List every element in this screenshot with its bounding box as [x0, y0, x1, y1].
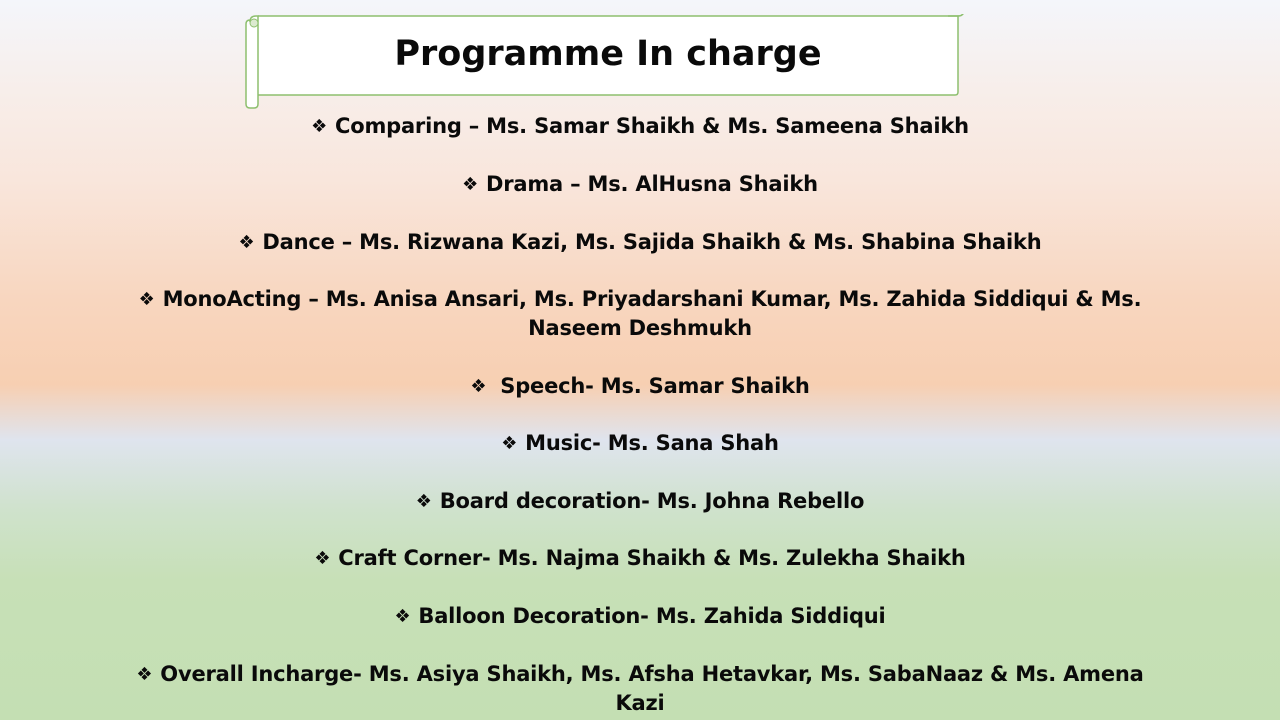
list-item: [40, 112, 1240, 141]
list-item: [40, 285, 1240, 343]
list-item-text: Craft Corner- Ms. Najma Shaikh & Ms. Zulekha Shaikh: [338, 546, 966, 570]
list-item: [40, 602, 1240, 631]
list-item-text: Board decoration- Ms. Johna Rebello: [439, 489, 865, 513]
list-item-text: Drama – Ms. AlHusna Shaikh: [486, 172, 818, 196]
list-item-line-1: [40, 660, 1240, 689]
four-diamond-bullet-icon: ❖: [238, 232, 255, 253]
list-item-text: Comparing – Ms. Samar Shaikh & Ms. Sameena Shaikh: [335, 114, 969, 138]
list-item-line-2: Kazi: [615, 691, 665, 715]
list-item: [40, 372, 1240, 401]
four-diamond-bullet-icon: ❖: [136, 664, 153, 685]
list-item: [40, 660, 1240, 718]
four-diamond-bullet-icon: ❖: [311, 116, 327, 137]
list-item: [40, 544, 1240, 573]
list-item-text: Music- Ms. Sana Shah: [525, 431, 779, 455]
list-item-text: Overall Incharge- Ms. Asiya Shaikh, Ms. Afsha Hetavkar, Ms. SabaNaaz & Ms. Amena: [160, 662, 1144, 686]
title-banner: [244, 14, 964, 94]
list-item: [40, 487, 1240, 516]
list-item: [40, 429, 1240, 458]
list-item-text: MonoActing – Ms. Anisa Ansari, Ms. Priyadarshani Kumar, Ms. Zahida Siddiqui & Ms.: [162, 287, 1142, 311]
list-item: [40, 228, 1240, 257]
list-item-text: Speech- Ms. Samar Shaikh: [500, 374, 810, 398]
list-item-line-2: Naseem Deshmukh: [528, 316, 752, 340]
list-item: [40, 170, 1240, 199]
four-diamond-bullet-icon: ❖: [415, 491, 432, 512]
four-diamond-bullet-icon: ❖: [138, 289, 155, 310]
list-item-line-1: [40, 285, 1240, 314]
four-diamond-bullet-icon: ❖: [462, 174, 479, 195]
page-title: Programme In charge: [394, 34, 822, 74]
four-diamond-bullet-icon: ❖: [470, 376, 487, 397]
list-item-text: Dance – Ms. Rizwana Kazi, Ms. Sajida Shaikh & Ms. Shabina Shaikh: [262, 230, 1042, 254]
four-diamond-bullet-icon: ❖: [501, 433, 518, 454]
list-item-text: Balloon Decoration- Ms. Zahida Siddiqui: [418, 604, 886, 628]
four-diamond-bullet-icon: ❖: [394, 606, 411, 627]
four-diamond-bullet-icon: ❖: [314, 548, 331, 569]
